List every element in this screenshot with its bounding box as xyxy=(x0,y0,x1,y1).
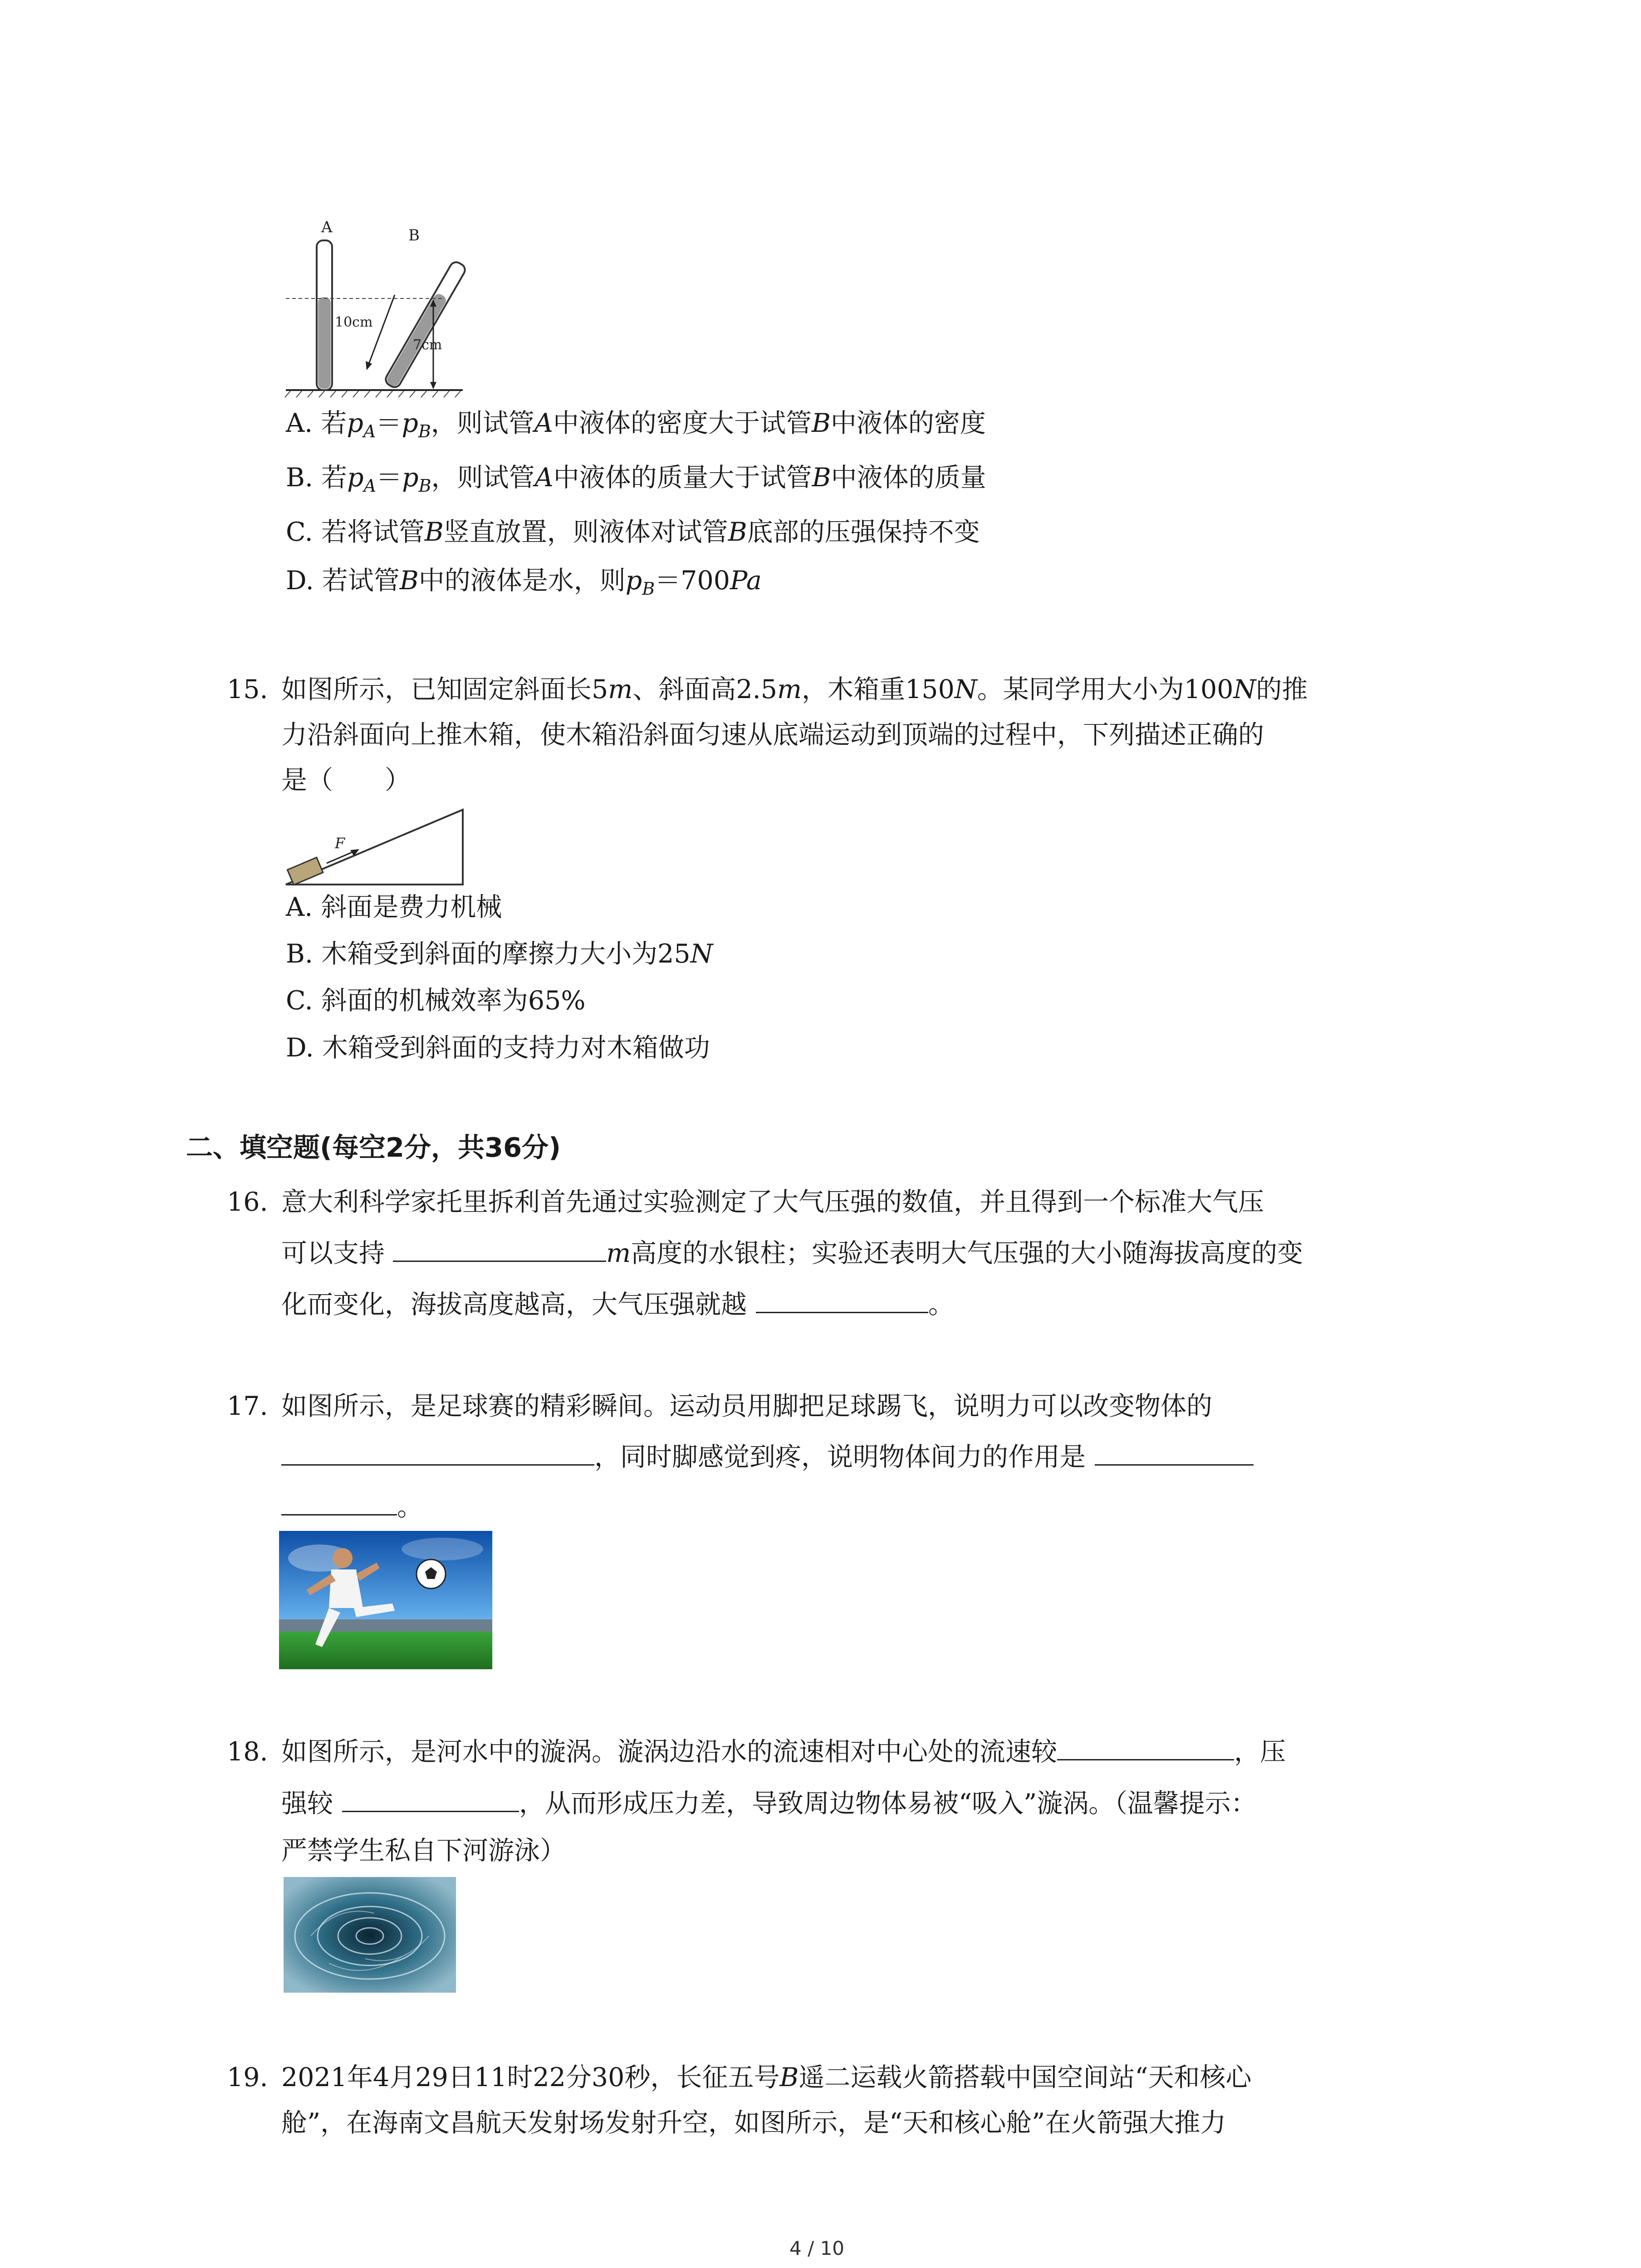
q16-text-line2: 可以支持 m高度的水银柱；实验还表明大气压强的大小随海拔高度的变 xyxy=(281,1235,1303,1271)
q16-text-line3: 化而变化，海拔高度越高，大气压强就越 。 xyxy=(281,1286,954,1323)
height-label: 7cm xyxy=(413,337,442,353)
soccer-photo xyxy=(279,1531,492,1669)
q17-number: 17. xyxy=(227,1391,268,1421)
q18-text-line2: 强较 ，从而形成压力差，导致周边物体易被“吸入”漩涡。（温馨提示： xyxy=(281,1785,1257,1822)
q15-text-line1: 如图所示，已知固定斜面长5m、斜面高2.5m，木箱重150N。某同学用大小为100N的推 xyxy=(281,675,1308,704)
q17-text-line3: 。 xyxy=(281,1489,423,1525)
q19-text-line2: 舱”，在海南文昌航天发射场发射升空，如图所示，是“天和核心舱”在火箭强大推力 xyxy=(281,2108,1226,2138)
q14-option-b[interactable]: B. 若$p_A=p_B$，则试管A中液体的质量大于试管B中液体的质量 xyxy=(286,463,986,496)
q17-text-line1: 如图所示，是足球赛的精彩瞬间。运动员用脚把足球踢飞，说明力可以改变物体的 xyxy=(281,1391,1212,1421)
q14-option-d[interactable]: D. 若试管B中的液体是水，则$p_B=700Pa$ xyxy=(286,566,762,599)
q18-blank-2[interactable] xyxy=(342,1785,519,1812)
q15-option-c[interactable]: C. 斜面的机械效率为65% xyxy=(286,986,586,1016)
q14-option-a[interactable]: A. 若$p_A=p_B$，则试管A中液体的密度大于试管B中液体的密度 xyxy=(286,408,986,441)
q18-number: 18. xyxy=(227,1737,268,1767)
q16-blank-1[interactable] xyxy=(393,1235,606,1262)
q18-text-line3: 严禁学生私自下河游泳） xyxy=(281,1836,566,1866)
q18-text-line1: 如图所示，是河水中的漩涡。漩涡边沿水的流速相对中心处的流速较 ，压 xyxy=(281,1734,1286,1770)
q18-blank-1[interactable] xyxy=(1057,1734,1234,1760)
q15-option-d[interactable]: D. 木箱受到斜面的支持力对木箱做功 xyxy=(286,1033,710,1063)
q14-option-c[interactable]: C. 若将试管B竖直放置，则液体对试管B底部的压强保持不变 xyxy=(286,517,980,547)
q19-number: 19. xyxy=(227,2063,268,2092)
q15-text-line2: 力沿斜面向上推木箱，使木箱沿斜面匀速从底端运动到顶端的过程中，下列描述正确的 xyxy=(281,720,1264,750)
q16-text-line1: 意大利科学家托里拆利首先通过实验测定了大气压强的数值，并且得到一个标准大气压 xyxy=(281,1187,1264,1217)
test-tube-figure xyxy=(277,218,467,399)
q15-option-b[interactable]: B. 木箱受到斜面的摩擦力大小为25N xyxy=(286,939,713,969)
incline-figure xyxy=(281,805,472,887)
q15-text-line3: 是（ ） xyxy=(281,765,411,795)
q17-text-line2: ，同时脚感觉到疼，说明物体间力的作用是 xyxy=(281,1439,1254,1475)
q17-blank-1[interactable] xyxy=(281,1439,594,1466)
q17-blank-2-cont[interactable] xyxy=(281,1489,397,1515)
q16-number: 16. xyxy=(227,1187,268,1217)
q17-blank-2[interactable] xyxy=(1095,1439,1254,1466)
section-heading: 二、填空题(每空2分，共36分) xyxy=(186,1132,561,1163)
length-label: 10cm xyxy=(335,314,373,330)
page-number: 4 / 10 xyxy=(789,2237,845,2259)
force-label: F xyxy=(335,835,345,852)
q15-number: 15. xyxy=(227,675,268,704)
q16-blank-2[interactable] xyxy=(756,1286,928,1313)
q15-option-a[interactable]: A. 斜面是费力机械 xyxy=(286,892,502,922)
q19-text-line1: 2021年4月29日11时22分30秒，长征五号B遥二运载火箭搭载中国空间站“天和核心 xyxy=(281,2063,1252,2092)
whirlpool-photo xyxy=(284,1877,456,1993)
tube-a-label: A xyxy=(321,218,333,236)
tube-b-label: B xyxy=(408,226,420,244)
